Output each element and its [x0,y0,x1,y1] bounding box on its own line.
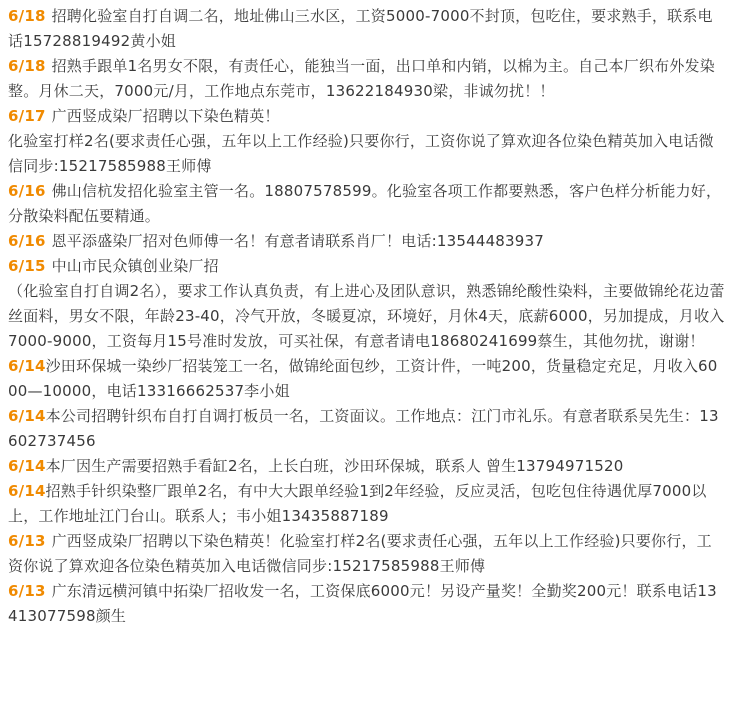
job-posting [8,254,725,354]
posting-text: 招熟手跟单1名男女不限，有责任心，能独当一面，出口单和内销，以棉为主。自己本厂织布外发染整。月休二天，7000元/月，工作地点东莞市，13622184930梁，非诚勿扰！！ [8,57,715,100]
posting-text: 中山市民众镇创业染厂招 [51,257,219,275]
posting-date: 6/18 [8,57,46,75]
posting-text: 广西竖成染厂招聘以下染色精英！ [51,107,280,125]
posting-date: 6/14 [8,357,46,375]
posting-date: 6/15 [8,257,46,275]
job-posting [8,54,725,104]
posting-text: 本公司招聘针织布自打自调打板员一名，工资面议。工作地点：江门市礼乐。有意者联系吴先生：13602737456 [8,407,719,450]
posting-text: 佛山信杭发招化验室主管一名。18807578599。化验室各项工作都要熟悉，客户色样分析能力好，分散染料配伍要精通。 [8,182,722,225]
job-posting [8,579,725,629]
posting-date: 6/18 [8,7,46,25]
posting-text: 化验室打样2名(要求责任心强，五年以上工作经验)只要你行，工资你说了算欢迎各位染色精英加入电话微信同步:15217585988王师傅 [8,132,714,175]
job-posting [8,229,725,254]
posting-date: 6/16 [8,182,46,200]
posting-text: 招聘化验室自打自调二名，地址佛山三水区，工资5000-7000不封顶，包吃住，要求熟手，联系电话15728819492黄小姐 [8,7,713,50]
posting-text: 广东清远横河镇中拓染厂招收发一名，工资保底6000元！另设产量奖！全勤奖200元！联系电话13413077598颜生 [8,582,717,625]
posting-text: 沙田环保城一染纱厂招装笼工一名，做锦纶面包纱，工资计件，一吨200，货量稳定充足，月收入6000—10000，电话13316662537李小姐 [8,357,718,400]
posting-text: 招熟手针织染整厂跟单2名，有中大大跟单经验1到2年经验，反应灵活，包吃包住待遇优厚7000以上，工作地址江门台山。联系人；韦小姐13435887189 [8,482,707,525]
job-posting [8,4,725,54]
posting-date: 6/14 [8,407,46,425]
posting-text: 广西竖成染厂招聘以下染色精英！化验室打样2名(要求责任心强，五年以上工作经验)只要你行，工资你说了算欢迎各位染色精英加入电话微信同步:15217585988王师傅 [8,532,712,575]
job-posting [8,529,725,579]
posting-text: 本厂因生产需要招熟手看缸2名，上长白班，沙田环保城，联系人 曾生13794971520 [45,457,624,475]
job-posting [8,104,725,179]
job-posting [8,404,725,454]
posting-date: 6/16 [8,232,46,250]
posting-date: 6/14 [8,457,46,475]
posting-date: 6/13 [8,582,46,600]
job-posting [8,354,725,404]
job-posting [8,179,725,229]
posting-date: 6/17 [8,107,46,125]
posting-date: 6/14 [8,482,46,500]
posting-text: 恩平添盛染厂招对色师傅一名！有意者请联系肖厂！电话:13544483937 [51,232,545,250]
job-posting [8,479,725,529]
job-posting [8,454,725,479]
posting-text: （化验室自打自调2名），要求工作认真负责，有上进心及团队意识，熟悉锦纶酸性染料，主要做锦纶花边蕾丝面料，男女不限，年龄23-40，冷气开放，冬暖夏凉，环境好，月休4天，底薪6000，另加提成，月收入7000-9000，工资每月15号准时发放，可买社保，有意者请电18680241699蔡生，其他勿扰，谢谢！ [8,282,725,350]
posting-date: 6/13 [8,532,46,550]
